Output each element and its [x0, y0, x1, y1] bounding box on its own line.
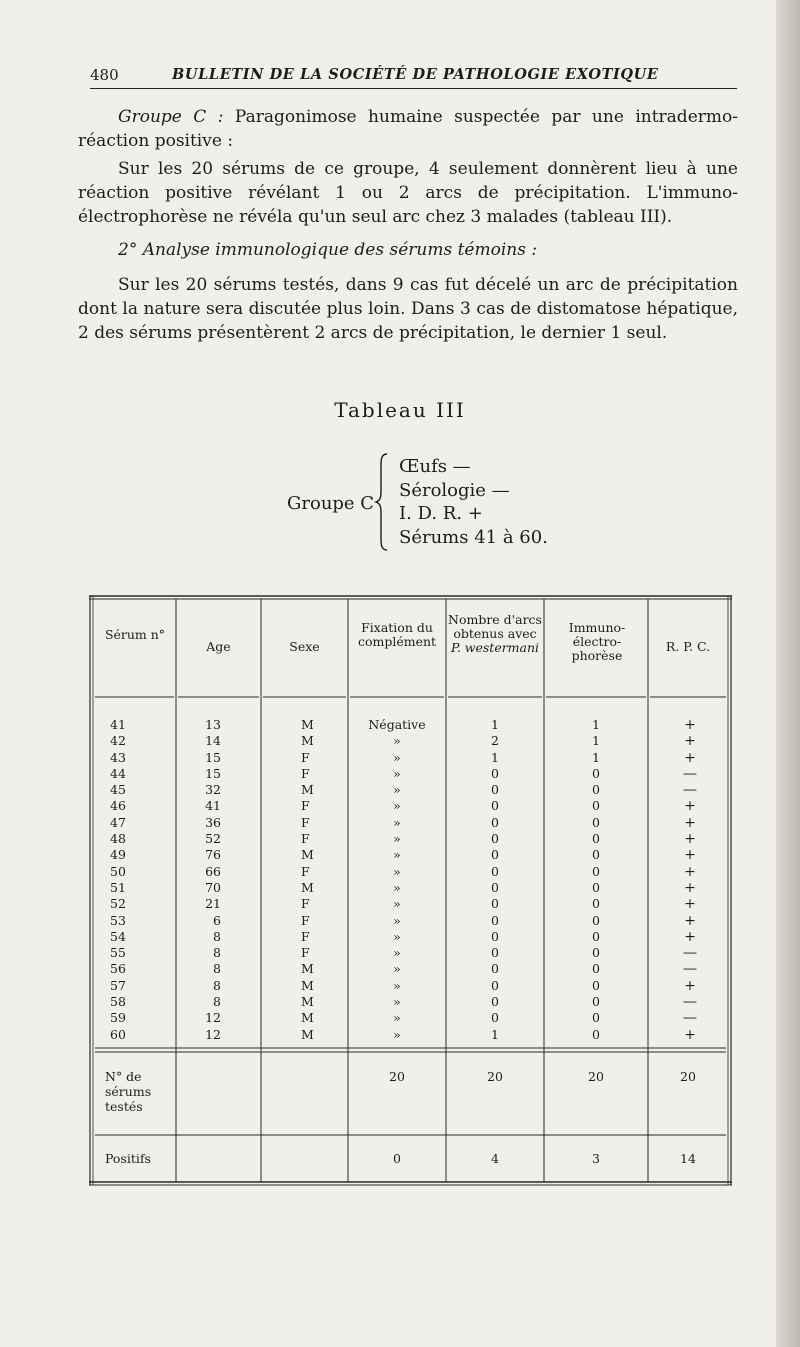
footer-positifs-rpc: 14 [680, 1151, 696, 1166]
table-cell: 0 [491, 1010, 499, 1026]
table-cell: F [301, 863, 310, 879]
table-cell: 0 [592, 896, 600, 912]
header-species: P. westermani [450, 640, 540, 655]
table-cell: 0 [491, 847, 499, 863]
footer-testes-nombre: 20 [487, 1069, 503, 1084]
table-cell: 0 [592, 814, 600, 830]
table-cell: M [301, 733, 314, 749]
table-cell: 51 [110, 879, 126, 895]
table-cell: 0 [491, 782, 499, 798]
footer-testes-rpc: 20 [680, 1069, 696, 1084]
table-cell: 8 [213, 961, 221, 977]
table-cell: F [301, 896, 310, 912]
table-cell: » [393, 847, 401, 863]
page-number: 480 [90, 66, 119, 84]
table-cell: 15 [205, 765, 221, 781]
header-age: Age [206, 639, 231, 654]
table-cell: 14 [205, 733, 221, 749]
paragraph-controls: Sur les 20 sérums testés, dans 9 cas fut décelé un arc de précipitation dont la nature sera discutée plus loin. Dans 3 cas de distomatose hépatique, 2 des sérums présentèrent 2 arcs de précipitation, le dernier 1 seul. [78, 275, 738, 343]
table-cell: — [683, 945, 697, 962]
table-cell: » [393, 912, 401, 928]
table-cell: » [393, 896, 401, 912]
table-cell: 1 [592, 749, 600, 765]
table-cell: 0 [491, 831, 499, 847]
table-cell: 59 [110, 1010, 126, 1026]
group-criteria [399, 455, 548, 549]
table-cell: 47 [110, 814, 126, 830]
table-cell: F [301, 912, 310, 928]
column-rpc [675, 717, 705, 1043]
table-cell: 0 [592, 994, 600, 1010]
table-cell: 46 [110, 798, 126, 814]
table-cell: 1 [491, 749, 499, 765]
table-cell: 8 [213, 928, 221, 944]
table-cell: + [684, 814, 696, 831]
table-cell: 48 [110, 831, 126, 847]
table-cell: — [683, 765, 697, 782]
table-cell: 6 [213, 912, 221, 928]
table-cell: » [393, 994, 401, 1010]
table-cell: 76 [205, 847, 221, 863]
column-fixation [348, 717, 446, 1043]
table-cell: 0 [592, 928, 600, 944]
table-cell: » [393, 831, 401, 847]
table-cell: 52 [110, 896, 126, 912]
footer-testes-fixation: 20 [389, 1069, 405, 1084]
table-cell: 41 [110, 717, 126, 732]
table-cell: 58 [110, 994, 126, 1010]
footer-positifs-nombre: 4 [491, 1151, 499, 1166]
table-cell: » [393, 749, 401, 765]
criterion-serums: Sérums 41 à 60. [399, 526, 548, 548]
column-nombre-arcs [446, 717, 544, 1043]
table-cell: + [684, 717, 696, 733]
table-cell: 0 [592, 961, 600, 977]
table-cell: 1 [491, 717, 499, 732]
table-cell: 0 [592, 879, 600, 895]
journal-title: BULLETIN DE LA SOCIÉTÉ DE PATHOLOGIE EXOTIQUE [172, 66, 659, 83]
table-cell: + [684, 831, 696, 848]
table-cell: M [301, 1026, 314, 1042]
table-cell: — [683, 782, 697, 799]
table-cell: 45 [110, 782, 126, 798]
table-cell: 0 [491, 945, 499, 961]
criterion-oeufs: Œufs — [399, 456, 471, 477]
groupe-c-text: Paragonimose humaine suspectée par une intradermo-réaction positive : [78, 107, 738, 151]
footer-positifs-immuno: 3 [592, 1151, 600, 1166]
table-cell: » [393, 733, 401, 749]
table-cell: M [301, 994, 314, 1010]
groupe-c-label: Groupe C : [118, 107, 224, 127]
table-cell: + [684, 1026, 696, 1043]
table-cell: 0 [491, 814, 499, 830]
table-cell: 60 [110, 1026, 126, 1042]
table-cell: 21 [205, 896, 221, 912]
header-immuno: Immuno-électro-phorèse [568, 620, 626, 663]
page-edge-shadow [776, 0, 800, 1347]
criterion-serologie: Sérologie — [399, 479, 510, 501]
table-cell: 0 [592, 765, 600, 781]
footer-positifs-fixation: 0 [393, 1151, 401, 1166]
section-heading-controls: 2° Analyse immunologique des sérums témoins : [118, 240, 538, 260]
table-cell: 43 [110, 749, 126, 765]
table-cell: Négative [368, 717, 426, 732]
table-cell: M [301, 977, 314, 993]
table-cell: + [684, 977, 696, 994]
table-cell: M [301, 961, 314, 977]
table-cell: M [301, 1010, 314, 1026]
column-immuno [544, 717, 648, 1043]
table-cell: 36 [205, 814, 221, 830]
table-cell: 1 [491, 1026, 499, 1042]
table-cell: 55 [110, 945, 126, 961]
table-cell: 0 [592, 977, 600, 993]
table-cell: 66 [205, 863, 221, 879]
table-cell: F [301, 928, 310, 944]
table-cell: 0 [592, 782, 600, 798]
table-cell: » [393, 1026, 401, 1042]
header-nombre-arcs [447, 613, 543, 655]
data-table [89, 595, 732, 1186]
table-cell: 0 [592, 1010, 600, 1026]
table-cell: 12 [205, 1026, 221, 1042]
table-cell: + [684, 749, 696, 766]
table-cell: 0 [491, 961, 499, 977]
table-cell: 1 [592, 717, 600, 732]
table-cell: 0 [491, 912, 499, 928]
footer-label-positifs: Positifs [105, 1151, 151, 1166]
table-cell: 0 [491, 798, 499, 814]
table-cell: 44 [110, 765, 126, 781]
table-cell: + [684, 896, 696, 913]
table-cell: + [684, 863, 696, 880]
table-cell: M [301, 782, 314, 798]
header-sexe: Sexe [289, 639, 320, 654]
header-nombre-text: Nombre d'arcs obtenus avec [448, 612, 542, 641]
table-cell: 41 [205, 798, 221, 814]
table-cell: 0 [592, 1026, 600, 1042]
table-cell: + [684, 879, 696, 896]
table-cell: 13 [205, 717, 221, 732]
table-cell: 0 [592, 912, 600, 928]
table-cell: » [393, 977, 401, 993]
table-cell: + [684, 847, 696, 864]
paragraph-results-c: Sur les 20 sérums de ce groupe, 4 seulement donnèrent lieu à une réaction positive révélant 1 ou 2 arcs de précipitation. L'immuno-électrophorèse ne révéla qu'un seul arc chez 3 malades (tableau III). [78, 159, 738, 227]
table-cell: 12 [205, 1010, 221, 1026]
table-cell: 53 [110, 912, 126, 928]
table-cell: F [301, 945, 310, 961]
table-cell: 8 [213, 994, 221, 1010]
table-cell: 70 [205, 879, 221, 895]
table-cell: F [301, 831, 310, 847]
table-cell: 8 [213, 977, 221, 993]
table-cell: F [301, 814, 310, 830]
table-cell: 54 [110, 928, 126, 944]
table-cell: + [684, 798, 696, 815]
table-cell: 1 [592, 733, 600, 749]
table-cell: + [684, 733, 696, 750]
table-cell: M [301, 717, 314, 732]
table-cell: 0 [592, 945, 600, 961]
table-cell: M [301, 847, 314, 863]
table-cell: 0 [491, 896, 499, 912]
table-cell: F [301, 765, 310, 781]
table-cell: 42 [110, 733, 126, 749]
table-cell: 0 [592, 831, 600, 847]
table-cell: » [393, 863, 401, 879]
table-cell: 0 [491, 928, 499, 944]
column-age [199, 717, 221, 1043]
paragraph-groupe-c [78, 105, 738, 153]
criterion-idr: I. D. R. + [399, 503, 483, 524]
header-rpc: R. P. C. [665, 639, 711, 654]
header-serum: Sérum n° [104, 627, 166, 642]
table-cell: 52 [205, 831, 221, 847]
table-cell: » [393, 928, 401, 944]
table-cell: 49 [110, 847, 126, 863]
table-cell: 0 [592, 798, 600, 814]
footer-label-testes: N° de sérums testés [105, 1069, 152, 1114]
table-cell: » [393, 782, 401, 798]
table-cell: » [393, 1010, 401, 1026]
table-cell: M [301, 879, 314, 895]
table-cell: 0 [491, 879, 499, 895]
table-cell: 0 [592, 863, 600, 879]
table-cell: » [393, 945, 401, 961]
table-cell: + [684, 912, 696, 929]
table-cell: — [683, 1010, 697, 1027]
table-cell: 57 [110, 977, 126, 993]
table-cell: » [393, 798, 401, 814]
table-cell: — [683, 994, 697, 1011]
table-cell: 0 [491, 994, 499, 1010]
table-title: Tableau III [334, 398, 466, 422]
running-header [90, 66, 737, 89]
curly-brace-icon [374, 452, 390, 552]
table-cell: 32 [205, 782, 221, 798]
table-cell: 8 [213, 945, 221, 961]
table-cell: 50 [110, 863, 126, 879]
group-label: Groupe C [287, 493, 375, 514]
table-cell: » [393, 814, 401, 830]
table-cell: 0 [491, 863, 499, 879]
table-cell: 2 [491, 733, 499, 749]
table-cell: » [393, 765, 401, 781]
table-cell: 0 [491, 977, 499, 993]
table-cell: 56 [110, 961, 126, 977]
table-cell: 15 [205, 749, 221, 765]
table-cell: 0 [491, 765, 499, 781]
table-cell: + [684, 928, 696, 945]
header-fixation: Fixation du complément [357, 620, 437, 649]
table-cell: » [393, 961, 401, 977]
table-cell: — [683, 961, 697, 978]
footer-testes-immuno: 20 [588, 1069, 604, 1084]
table-cell: F [301, 798, 310, 814]
table-cell: F [301, 749, 310, 765]
table-cell: 0 [592, 847, 600, 863]
column-sexe [301, 717, 314, 1043]
table-cell: » [393, 879, 401, 895]
column-serum [110, 717, 126, 1043]
